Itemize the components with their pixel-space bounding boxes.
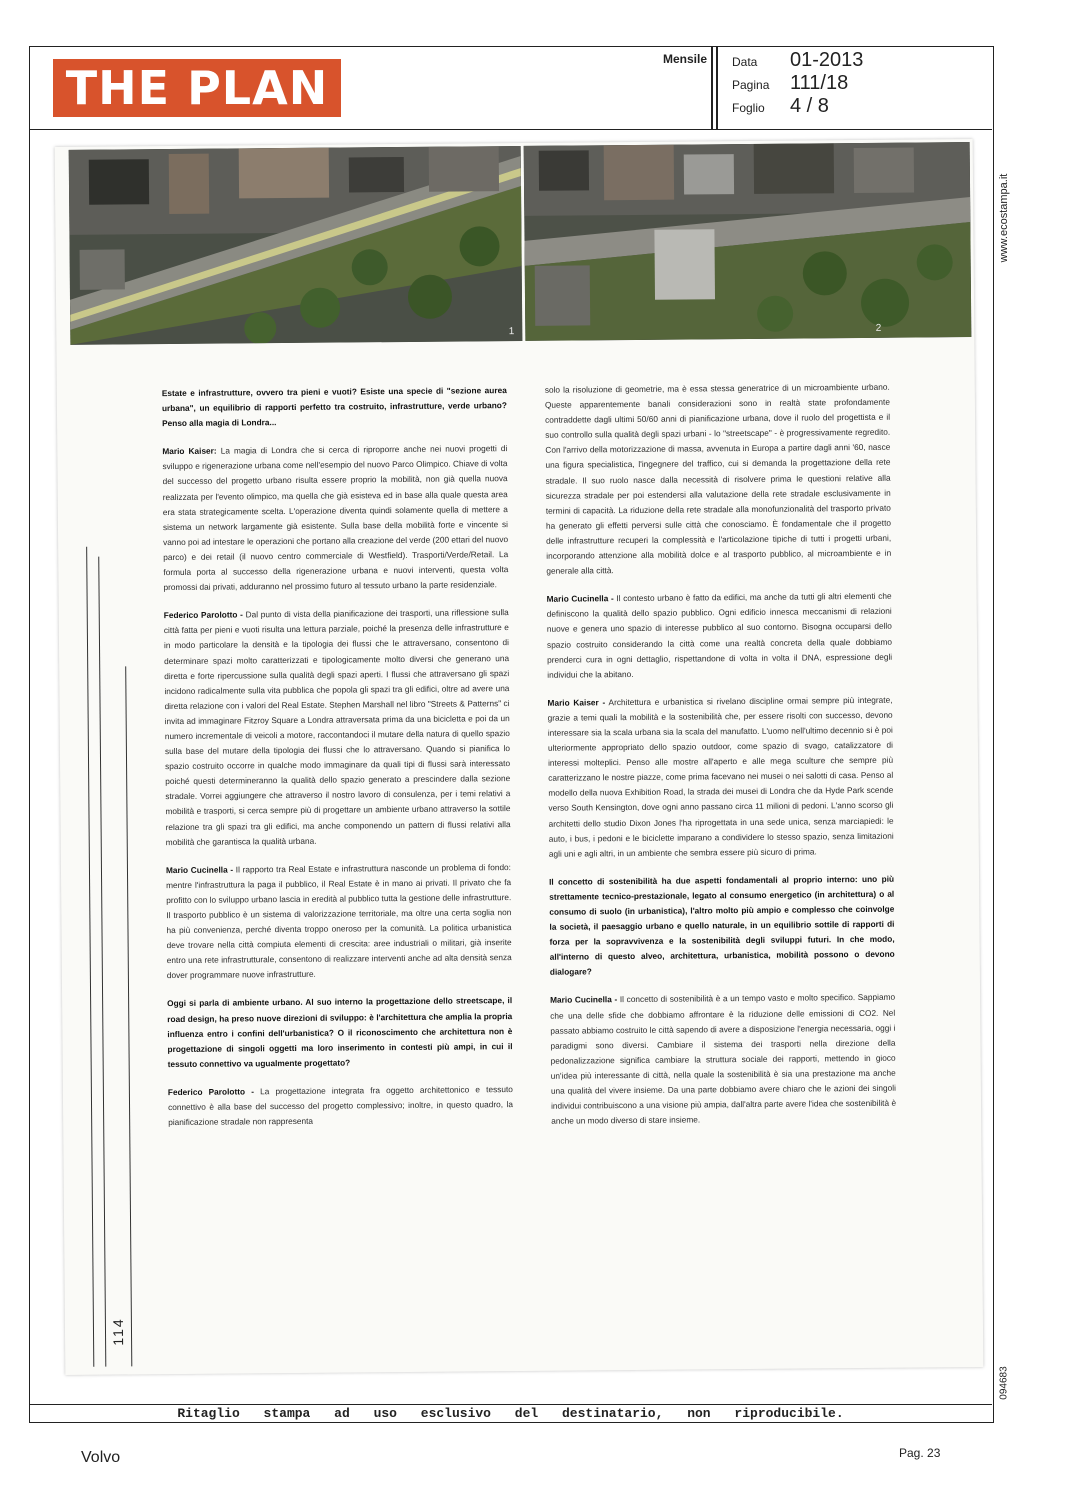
paragraph-text: Dal punto di vista della pianificazione dei trasporti, una riflessione sulla città fatta per pieni e vuoti risulta una lettura parziale, poiché la presenza delle infrastrutture e in modo particolare la densità e la tipologia dei flussi che le attraversano, consentono di determinare spazi molto caratterizzati e tipologicamente molto diversi che generano una diretta e forte ripercussione sulla qualità degli spazi aperti. I flussi che attraversano gli spazi incidono radicalmente sulla vita pubblica che popola gli spazi tra gli edifici, oltre ad avere una diretta relazione con i valori del Real Estate. Stephen Marshall nel libro "Streets & Patterns" ci invita ad immaginare Fitzroy Square a Londra attraversata prima da una bicicletta e poi da un numero incrementale di veicoli a motore, raccontandoci il mutare della natura di quello spazio sulla base del mutare della tipologia dei flussi che lo attraversano. Quando si pianifica lo spazio costruito occorre in qualche modo immaginare da quali tipi di flussi sarà interessato poiché questi determineranno la qualità dello spazio generato a prescindere dalla sezione stradale. Vorrei aggiungere che attraverso il nostro lavoro di consulenza, per i temi relativi a mobilità e trasporti, si cerca sempre più di progettare un ambiente urbano attraverso la sottile relazione tra gli spazi tra gli edifici, ma anche componendo un pattern di flussi relativi alla mobilità che garantisca la qualità urbana. bbox=[163, 607, 511, 847]
article-column-1 bbox=[162, 383, 514, 1143]
interview-answer bbox=[547, 589, 893, 683]
paragraph-text: Il concetto di sostenibilità è a un tempo vasto e molto specifico. Sappiamo che una delle sfide che dobbiamo affrontare è la riduzione delle emissioni di CO2. Nel passato abbiamo costruito le città sapendo di avere a disposizione l'energia necessaria, oggi i paradigmi sono diversi. Cambiare il sistema dei trasporti nella direzione della pedonalizzazione significa cambiare la struttura sociale dei rapporti, mettendo in gioco un'idea più interessante di città, nella quale la sostenibilità è sia una prestazione ma anche una qualità del vivere insieme. Da una parte dobbiamo avere chiaro che le azioni dei singoli individui contribuiscono a una visione più ampia, dall'altra parte avere l'idea che sostenibilità è anche un modo diverso di stare insieme. bbox=[550, 992, 897, 1126]
interview-question bbox=[549, 872, 895, 981]
interview-answer bbox=[166, 860, 512, 984]
side-code bbox=[994, 1358, 1014, 1408]
page-edge-line bbox=[125, 666, 132, 1366]
page-edge-line bbox=[86, 547, 94, 1367]
magazine-page bbox=[55, 139, 984, 1375]
aerial-photo-2-image bbox=[524, 142, 972, 341]
clipping-notice-text: Ritaglio stampa ad uso esclusivo del destinatario, non riproducibile. bbox=[177, 1406, 844, 1421]
data-label: Data bbox=[732, 55, 758, 69]
interview-answer bbox=[168, 1082, 513, 1130]
pagina-label: Pagina bbox=[732, 78, 770, 92]
publication-logo: THE PLAN bbox=[53, 59, 341, 117]
page-folio-text: 114 bbox=[109, 1317, 127, 1346]
paragraph-text: La magia di Londra che si cerca di riproporre anche nei nuovi progetti di sviluppo e rigenerazione urbana come nell'esempio del nuovo Parco Olimpico. Chiave di volta del successo del progetto urbano risulta essere proprio la mobilità, non già quella nuova realizzata per l'evento olimpico, ma quella che già esisteva ed in base alla quale questa area era stata strategicamente scelta. L'operazione diventa quindi solamente quella di mettere a sistema un network largamente già esistente. Sulla base della mobilità forte e vincente si vanno poi ad intestare le operazioni che portano alla creazione del verde (200 ettari del nuovo parco) e dei retail (il nuovo centro commerciale di Westfield). Trasporti/Verde/Retail. La formula porta al successo della rigenerazione urbana e nuovi interventi, questa volta promossi dai privati, adduranno nel prossimo futuro al tessuto urbano la parte residenziale. bbox=[162, 443, 509, 593]
speaker-name: Mario Kaiser - bbox=[547, 697, 606, 708]
article-column-2 bbox=[545, 380, 897, 1142]
header-divider bbox=[716, 46, 718, 129]
paragraph-text: La progettazione integrata fra oggetto architettonico e tessuto connettivo è alla base del successo del progetto complessivo; inoltre, in questo quadro, la pianificazione stradale non rappresenta bbox=[167, 1084, 514, 1128]
speaker-name: Mario Cucinella - bbox=[546, 593, 614, 604]
frequency-label: Mensile bbox=[663, 52, 708, 66]
side-code-text: 094683 bbox=[998, 1366, 1010, 1400]
foglio-label: Foglio bbox=[732, 101, 765, 115]
page-folio bbox=[105, 1306, 131, 1356]
speaker-name: Federico Parolotto - bbox=[167, 1086, 254, 1098]
side-url-text: www.ecostampa.it bbox=[998, 173, 1010, 263]
interview-answer bbox=[164, 605, 511, 850]
clipping-notice bbox=[29, 1404, 992, 1422]
photo-1-number: 1 bbox=[508, 326, 515, 338]
interview-question bbox=[167, 994, 513, 1072]
paragraph-text: Oggi si parla di ambiente urbano. Al suo interno la progettazione dello streetscape, il road design, ha preso nuove direzioni di sviluppo: è l'architettura che amplia la propria influenza entro i confini dell'urbanistica? O il riconoscimento che architettura non è progettazione di singoli oggetti ma loro inserimento in contesti più ampi, in cui il tessuto connettivo va ugualmente progettato? bbox=[167, 995, 513, 1069]
speaker-name: Mario Kaiser: bbox=[162, 445, 217, 457]
speaker-name: Mario Cucinella - bbox=[550, 994, 618, 1006]
aerial-photo-1 bbox=[69, 146, 523, 345]
foglio-value: 4 / 8 bbox=[790, 95, 829, 117]
paragraph-text: Estate e infrastrutture, ovvero tra pieni e vuoti? Esiste una specie di "sezione aurea urbana", un equilibrio di rapporti perfetto tra costruito, infrastrutture, verde urbano? Penso alla magia di Londra... bbox=[161, 385, 507, 429]
interview-answer bbox=[545, 380, 892, 579]
interview-answer bbox=[550, 990, 896, 1129]
paragraph-text: solo la risoluzione di geometrie, ma è essa stessa generatrice di un microambiente urbano. Queste apparentemente banali considerazioni sono in realtà state profondamente contraddette dagli ultimi 50/60 anni di pianificazione urbana, dove il ruolo del progettista e il suo controllo sulla qualità degli spazi urbani - lo "streetscape" - è progressivamente regredito. Con l'arrivo della motorizzazione di massa, avvenuta in Europa a partire dagli anni '60, nasce una figura specialistica, l'ingegnere del traffico, cui si demanda la progettazione della rete stradale. Il suo ruolo nasce dalla necessità di risolvere prima le questioni relative alla sicurezza stradale per poi estendersi alla valutazione della rete stradale esclusivamente in termini di capacità. La riduzione della rete stradale alla monofunzionalità del trasporto privato ha generato gli effetti perversi sulle città che conosciamo. È fondamentale che il progetto delle infrastrutture recuperi la complessità e l'articolazione tipiche di tutti i progetti urbani, incorporando attenzione alla mobilità dolce e al trasporto pubblico, al microambiente e in generale alla città. bbox=[544, 381, 892, 576]
paragraph-text: Architettura e urbanistica si rivelano discipline ormai sempre più integrate, grazie a temi quali la mobilità e la sostenibilità che, per essere risolti con successo, devono interessare sia la scala urbana sia la scala del manufatto. L'uomo nell'ultimo decennio si è poi ulteriormente appropriato dello spazio outdoor, come spazio di svago, catalizzatore di interessi molteplici. Penso alle mostre all'aperto e alle mega sculture che sempre più caratterizzano le nostre piazze, come prima facevano nei musei o nei salotti di casa. Penso al modello della nuova Exhibition Road, la strada dei musei di Londra che da Hyde Park scende verso South Kensington, dove ogni anno passano circa 11 milioni di pedoni. L'anno scorso gli architetti dello studio Dixon Jones l'ha riprogettata in una sede unica, senza marciapiedi: le auto, i bus, i pedoni e le biciclette imparano a condividere lo stesso spazio, senza limitazioni agli uni e agli altri, in un ambiente che sembra essere più sicuro di prima. bbox=[547, 694, 894, 859]
speaker-name: Mario Cucinella - bbox=[165, 864, 234, 875]
speaker-name: Federico Parolotto - bbox=[163, 609, 243, 621]
paragraph-text: Il contesto urbano è fatto da edifici, ma anche da tutti gli altri elementi che definiscono la qualità dello spazio pubblico. Ogni edificio innesca meccanismi di relazioni nuove e genera uno spazio di interesse pubblico al suo contorno. Bisogna occuparsi dello spazio costruito considerando la città come una realtà concreta della quale dobbiamo prenderci cura in ogni dettaglio, rispettandone di volta in volta il DNA, espressione degli individui che la abitano. bbox=[546, 590, 893, 680]
interview-answer bbox=[547, 693, 893, 862]
page-edge-line bbox=[98, 557, 106, 1367]
paragraph-text: Il concetto di sostenibilità ha due aspetti fondamentali al proprio interno: uno più strettamente tecnico-prestazionale, legato al consumo energetico (in architettura) o al consumo di suolo (in urbanistica), l'altro molto più ampio e complesso che coinvolge la società, il paesaggio urbano e quello naturale, in un equilibrio sottile di rapporti di forza per la sopravvivenza e la sostenibilità degli sviluppi futuri. In che modo, all'interno di questo alveo, architettura, urbanistica, mobilità possono o devono dialogare? bbox=[549, 873, 895, 978]
photo-2-number: 2 bbox=[875, 322, 882, 334]
header-divider bbox=[711, 46, 713, 129]
paragraph-text: Il rapporto tra Real Estate e infrastruttura nasconde un problema di fondo: mentre l'infrastruttura la paga il pubblico, il Real Estate è in mano ai privati. Il privato che fa profitto con lo sviluppo urbano lascia in eredità al pubblico tutta la gestione delle infrastrutture. Il trasporto pubblico è un sistema di valorizzazione territoriale, ma oltre una certa soglia non ha più convenienza, perché diventa troppo oneroso per la comunità. La politica urbanistica deve trovare nella città compiuta elementi di crescita: aree industriali o militari, già inserite entro una rete infrastrutturale, consentono di realizzare interventi anche ad alta densità senza dover programmare nuove infrastrutture. bbox=[166, 861, 512, 981]
page-number: Pag. 23 bbox=[899, 1446, 941, 1460]
interview-answer bbox=[162, 441, 508, 595]
interview-question bbox=[162, 383, 507, 431]
data-value: 01-2013 bbox=[790, 49, 864, 71]
side-url bbox=[994, 143, 1014, 293]
aerial-photo-1-image bbox=[69, 146, 523, 345]
client-name: Volvo bbox=[81, 1449, 121, 1466]
aerial-photo-2 bbox=[524, 142, 972, 341]
pagina-value: 111/18 bbox=[790, 72, 849, 94]
